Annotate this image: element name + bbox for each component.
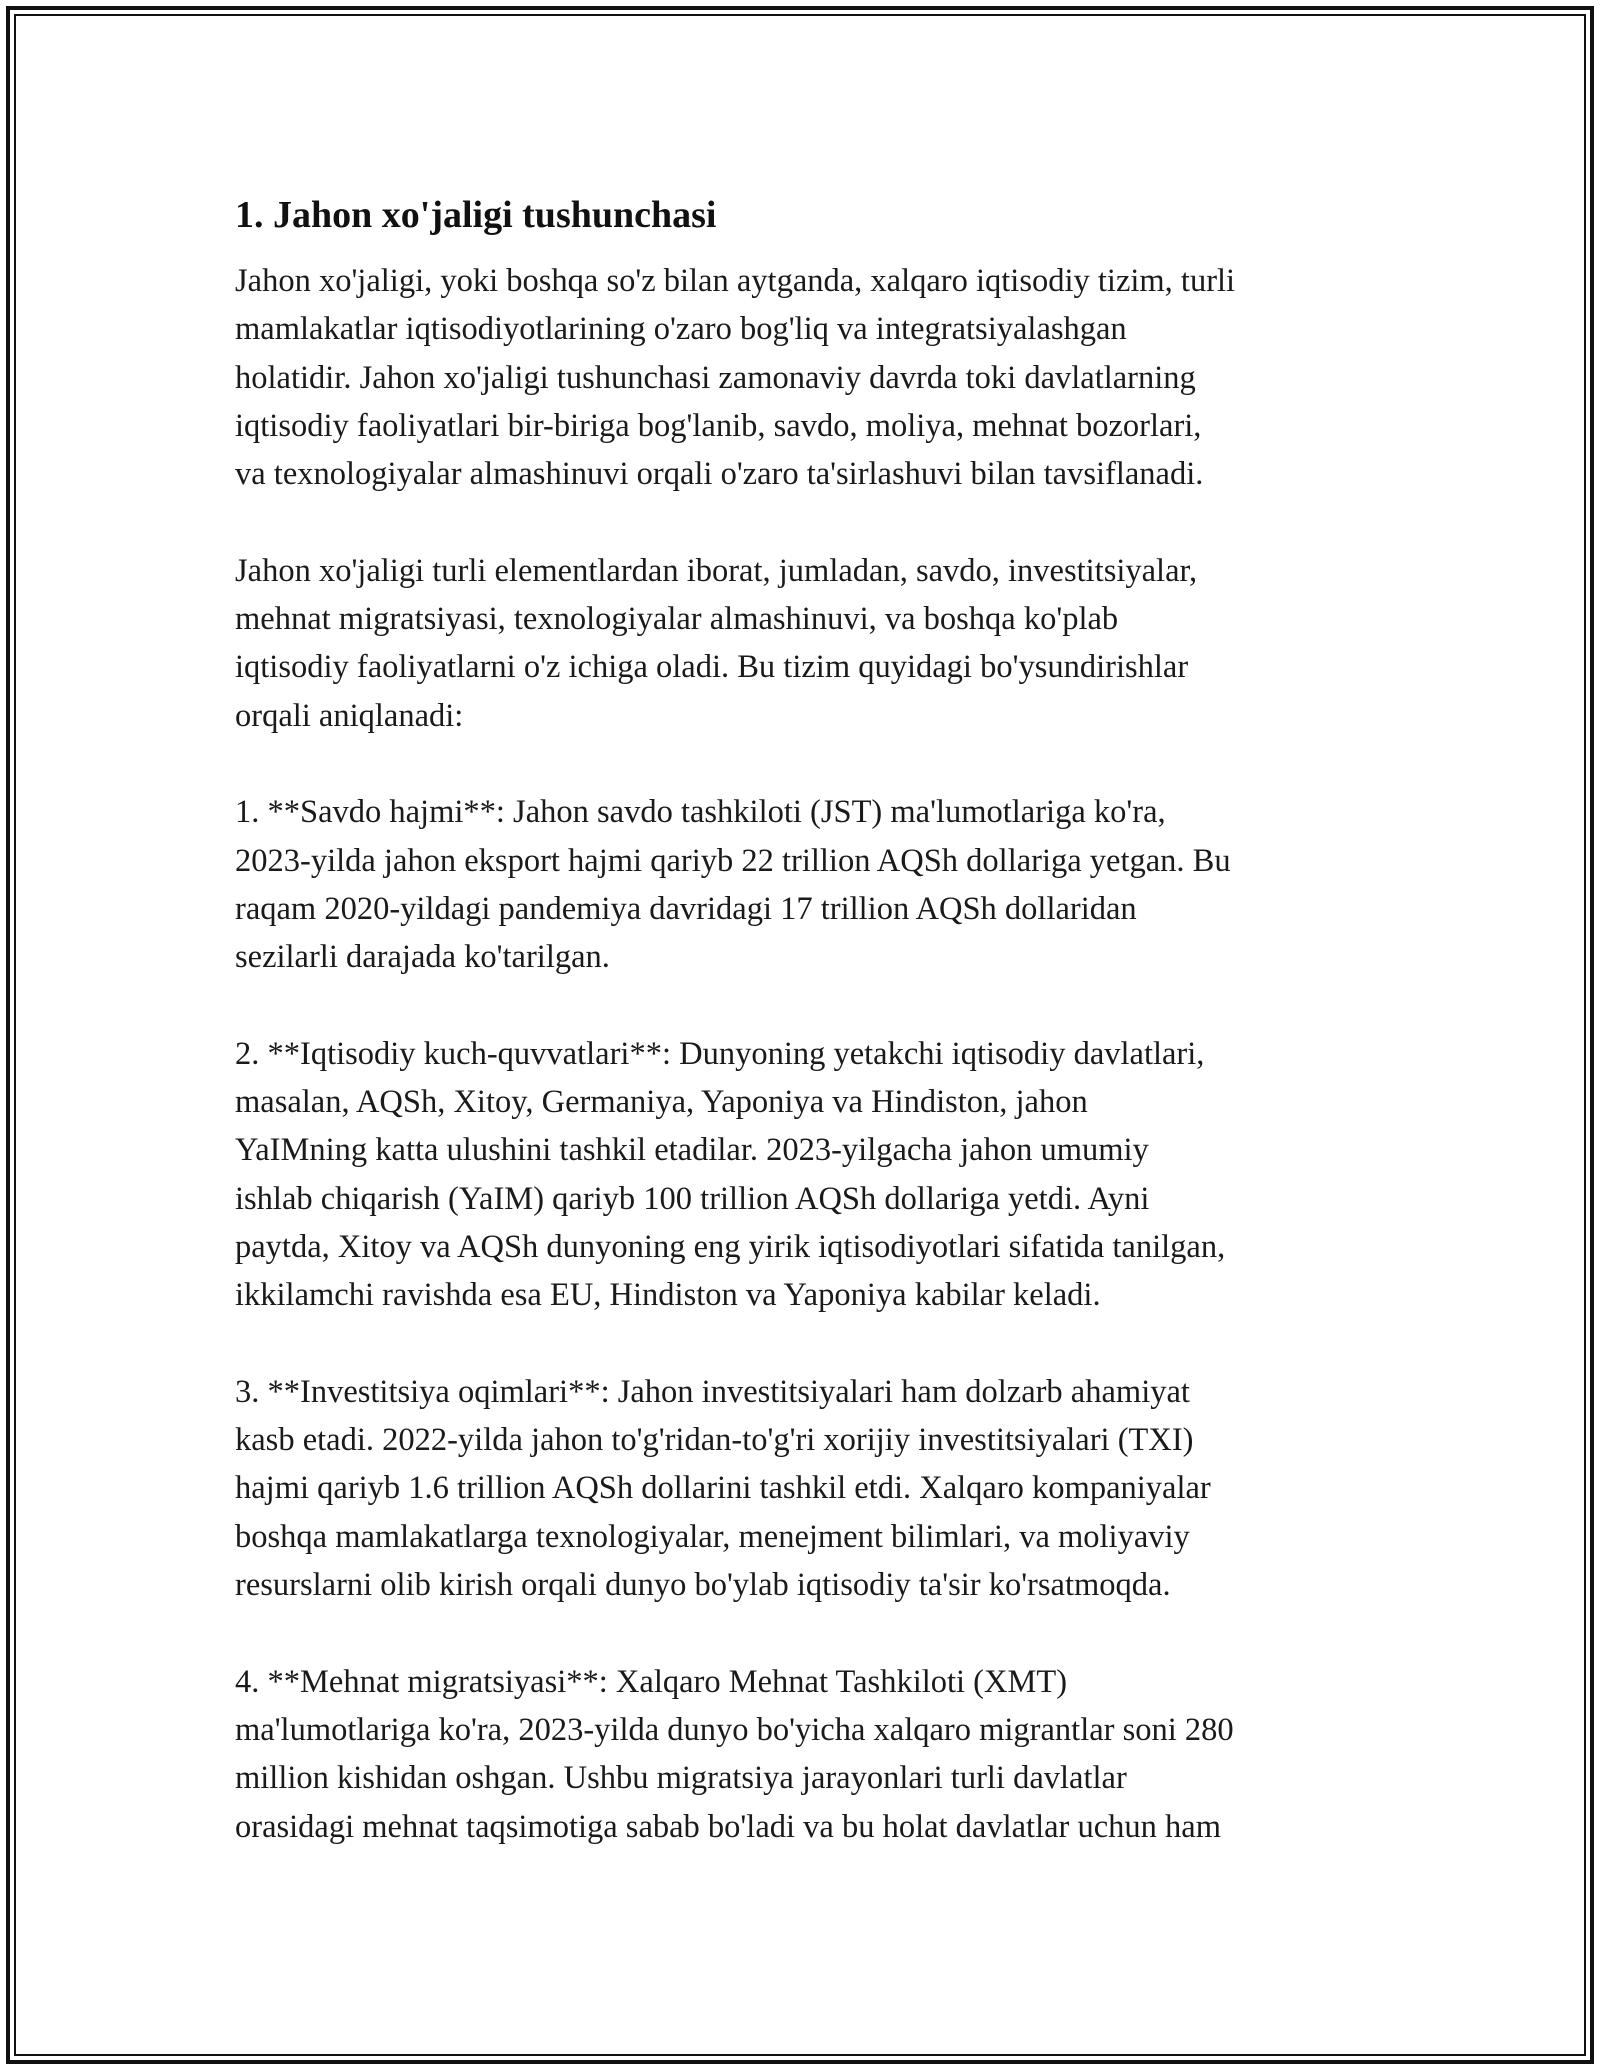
- paragraph-elements: Jahon xo'jaligi turli elementlardan iborat, jumladan, savdo, investitsiyalar, mehnat migratsiyasi, texnologiyalar almashinuvi, va boshqa ko'plab iqtisodiy faoliyatlarni o'z ichiga oladi. Bu tizim quyidagi bo'ysundirishlar orqali aniqlanadi:: [235, 552, 1198, 734]
- list-item-trade-volume: 1. **Savdo hajmi**: Jahon savdo tashkiloti (JST) ma'lumotlariga ko'ra, 2023-yilda jahon eksport hajmi qariyb 22 trillion AQSh dollariga yetgan. Bu raqam 2020-yildagi pandemiya davridagi 17 trillion AQSh dollaridan sezilarli darajada ko'tarilgan.: [235, 794, 1231, 976]
- list-item-investment-flows: 3. **Investitsiya oqimlari**: Jahon investitsiyalari ham dolzarb ahamiyat kasb etadi. 2022-yilda jahon to'g'ridan-to'g'ri xorijiy investitsiyalari (TXI) hajmi qariyb 1.6 trillion AQSh dollarini tashkil etdi. Xalqaro kompaniyalar boshqa mamlakatlarga texnologiyalar, menejment bilimlari, va moliyaviy resurslarni olib kirish orqali dunyo bo'ylab iqtisodiy ta'sir ko'rsatmoqda.: [235, 1373, 1211, 1604]
- paragraph-intro: Jahon xo'jaligi, yoki boshqa so'z bilan aytganda, xalqaro iqtisodiy tizim, turli mamlakatlar iqtisodiyotlarining o'zaro bog'liq va integratsiyalashgan holatidir. Jahon xo'jaligi tushunchasi zamonaviy davrda toki davlatlarning iqtisodiy faoliyatlari bir-biriga bog'lanib, savdo, moliya, mehnat bozorlari, va texnologiyalar almashinuvi orqali o'zaro ta'sirlashuvi bilan tavsiflanadi.: [235, 263, 1236, 493]
- list-item-economic-power: 2. **Iqtisodiy kuch-quvvatlari**: Dunyoning yetakchi iqtisodiy davlatlari, masalan, AQSh, Xitoy, Germaniya, Yaponiya va Hindiston, jahon YaIMning katta ulushini tashkil etadilar. 2023-yilgacha jahon umumiy ishlab chiqarish (YaIM) qariyb 100 trillion AQSh dollariga yetdi. Ayni paytda, Xitoy va AQSh dunyoning eng yirik iqtisodiyotlari sifatida tanilgan, ikkilamchi ravishda esa EU, Hindiston va Yaponiya kabilar keladi.: [235, 1035, 1226, 1314]
- list-item-labor-migration: 4. **Mehnat migratsiyasi**: Xalqaro Mehnat Tashkiloti (XMT) ma'lumotlariga ko'ra, 2023-yilda dunyo bo'yicha xalqaro migrantlar soni 280 million kishidan oshgan. Ushbu migratsiya jarayonlari turli davlatlar orasidagi mehnat taqsimotiga sabab bo'ladi va bu holat davlatlar uchun ham: [235, 1663, 1234, 1845]
- document-body: [235, 185, 1385, 1899]
- section-heading: 1. Jahon xo'jaligi tushunchasi: [235, 194, 717, 236]
